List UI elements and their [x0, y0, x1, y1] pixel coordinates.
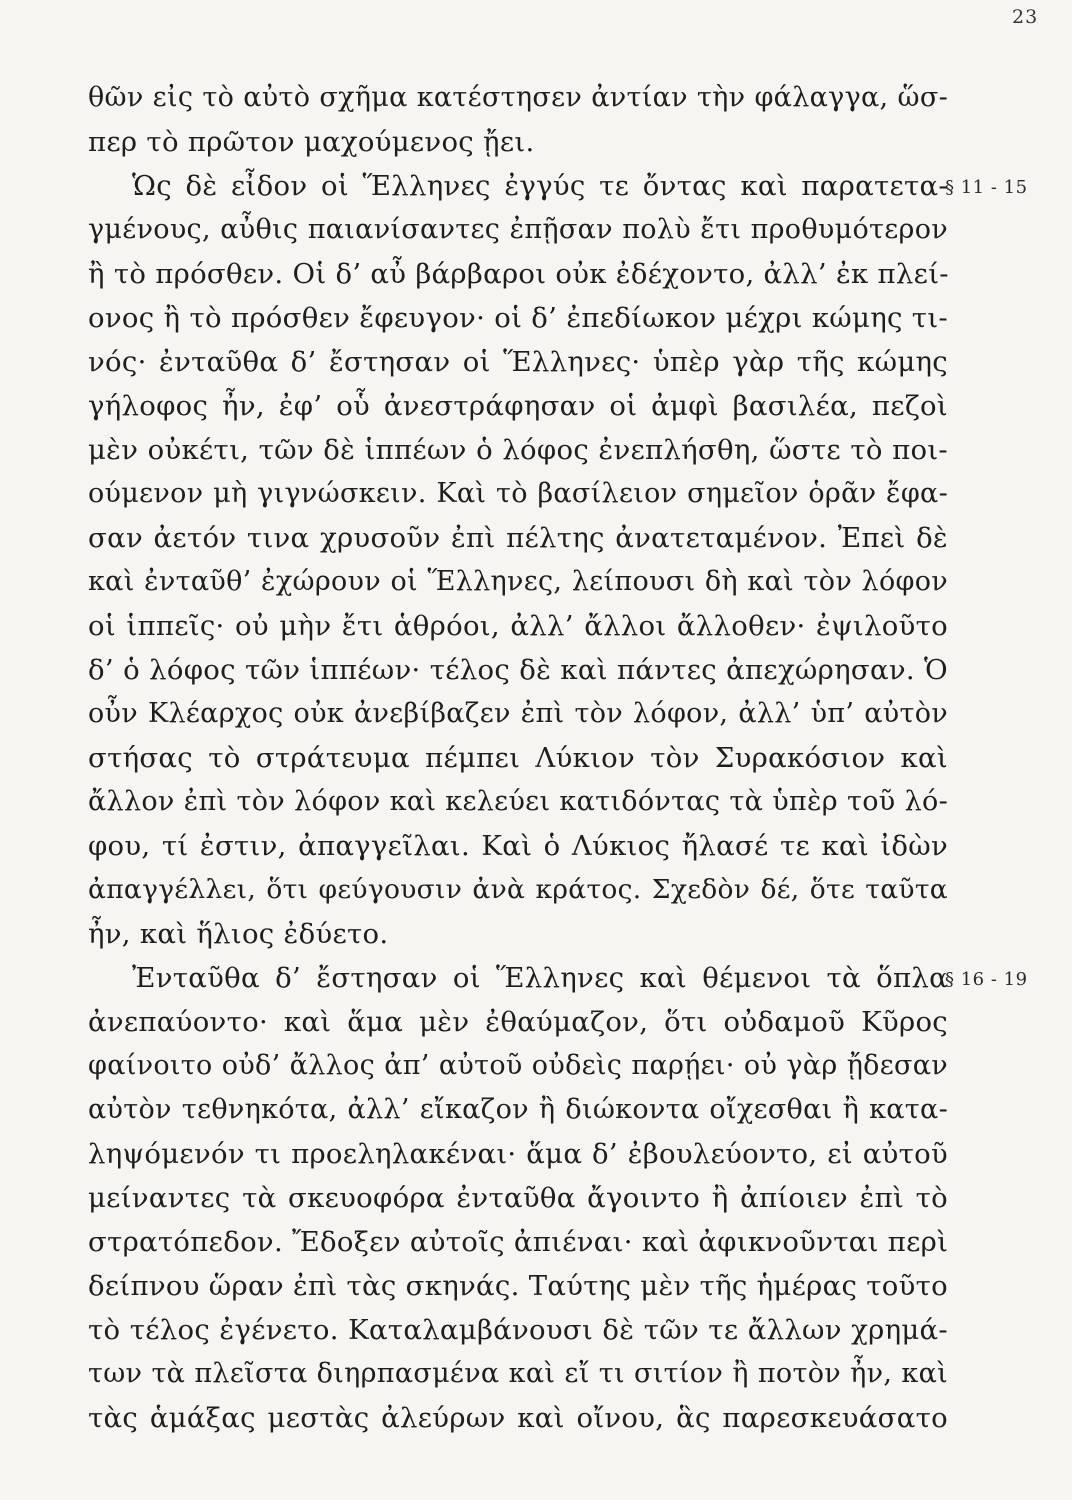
- text-line: γήλοφος ἦν, ἐφ’ οὗ ἀνεστράφησαν οἱ ἀμφὶ βασιλέα, πεζοὶ: [88, 390, 948, 422]
- marginal-section-reference: § 16 - 19: [945, 969, 1028, 990]
- text-line: οὖν Κλέαρχος οὐκ ἀνεβίβαζεν ἐπὶ τὸν λόφον, ἀλλ’ ὑπ’ αὐτὸν: [88, 698, 948, 729]
- text-line: μὲν οὐκέτι, τῶν δὲ ἱππέων ὁ λόφος ἐνεπλήσθη, ὥστε τὸ ποι-: [88, 434, 948, 466]
- text-line: τὰς ἁμάξας μεστὰς ἀλεύρων καὶ οἴνου, ἃς παρεσκευάσατο: [88, 1402, 948, 1434]
- text-line: ούμενον μὴ γιγνώσκειν. Καὶ τὸ βασίλειον σημεῖον ὁρᾶν ἔφα-: [88, 478, 948, 509]
- text-line: οἱ ἱππεῖς· οὐ μὴν ἔτι ἁθρόοι, ἀλλ’ ἄλλοι ἄλλοθεν· ἐψιλοῦτο: [88, 610, 948, 642]
- text-line: ονος ἢ τὸ πρόσθεν ἔφευγον· οἱ δ’ ἐπεδίωκον μέχρι κώμης τι-: [88, 302, 948, 334]
- text-line: νός· ἐνταῦθα δ’ ἔστησαν οἱ Ἕλληνες· ὑπὲρ γὰρ τῆς κώμης: [88, 346, 948, 378]
- text-line: σαν ἀετόν τινα χρυσοῦν ἐπὶ πέλτης ἀνατεταμένον. Ἐπεὶ δὲ: [88, 522, 948, 554]
- text-line: στρατόπεδον. Ἔδοξεν αὐτοῖς ἀπιέναι· καὶ ἀφικνοῦνται περὶ: [88, 1226, 949, 1258]
- marginal-section-reference: § 11 - 15: [945, 177, 1028, 198]
- text-line: Ἐνταῦθα δ’ ἔστησαν οἱ Ἕλληνες καὶ θέμενοι τὰ ὅπλα: [132, 962, 948, 994]
- text-line: ἦν, καὶ ἥλιος ἐδύετο.: [88, 918, 389, 950]
- text-line: θῶν εἰς τὸ αὐτὸ σχῆμα κατέστησεν ἀντίαν τὴν φάλαγγα, ὥσ-: [88, 82, 948, 113]
- page-number: 23: [1012, 6, 1039, 28]
- text-line: στήσας τὸ στράτευμα πέμπει Λύκιον τὸν Συρακόσιον καὶ: [88, 742, 948, 774]
- text-line: ἀνεπαύοντο· καὶ ἅμα μὲν ἐθαύμαζον, ὅτι οὐδαμοῦ Κῦρος: [88, 1006, 948, 1038]
- text-line: Ὡς δὲ εἶδον οἱ Ἕλληνες ἐγγύς τε ὄντας καὶ παρατετα-: [132, 170, 948, 202]
- text-line: ἀπαγγέλλει, ὅτι φεύγουσιν ἀνὰ κράτος. Σχεδὸν δέ, ὅτε ταῦτα: [88, 874, 948, 905]
- text-line: γμένους, αὖθις παιανίσαντες ἐπῇσαν πολὺ ἔτι προθυμότερον: [88, 214, 948, 245]
- text-line: φαίνοιτο οὐδ’ ἄλλος ἀπ’ αὐτοῦ οὐδεὶς παρῄει· οὐ γὰρ ᾔδεσαν: [88, 1050, 948, 1081]
- text-line: δ’ ὁ λόφος τῶν ἱππέων· τέλος δὲ καὶ πάντες ἀπεχώρησαν. Ὁ: [88, 654, 948, 686]
- text-line: ἄλλον ἐπὶ τὸν λόφον καὶ κελεύει κατιδόντας τὰ ὑπὲρ τοῦ λό-: [88, 786, 948, 817]
- text-line: τὸ τέλος ἐγένετο. Καταλαμβάνουσι δὲ τῶν τε ἄλλων χρημά-: [88, 1314, 948, 1346]
- text-line: φου, τί ἐστιν, ἀπαγγεῖλαι. Καὶ ὁ Λύκιος ἤλασέ τε καὶ ἰδὼν: [88, 830, 948, 862]
- text-line: αὐτὸν τεθνηκότα, ἀλλ’ εἴκαζον ἢ διώκοντα οἴχεσθαι ἢ κατα-: [88, 1094, 948, 1125]
- text-line: μείναντες τὰ σκευοφόρα ἐνταῦθα ἄγοιντο ἢ ἀπίοιεν ἐπὶ τὸ: [88, 1182, 948, 1214]
- text-line: δείπνου ὥραν ἐπὶ τὰς σκηνάς. Ταύτης μὲν τῆς ἡμέρας τοῦτο: [88, 1270, 948, 1302]
- text-line: ἢ τὸ πρόσθεν. Οἱ δ’ αὖ βάρβαροι οὐκ ἐδέχοντο, ἀλλ’ ἐκ πλεί-: [88, 258, 949, 290]
- text-line: καὶ ἐνταῦθ’ ἐχώρουν οἱ Ἕλληνες, λείπουσι δὴ καὶ τὸν λόφον: [88, 566, 948, 597]
- text-line: περ τὸ πρῶτον μαχούμενος ᾔει.: [88, 126, 535, 158]
- text-line: ληψόμενόν τι προεληλακέναι· ἅμα δ’ ἐβουλεύοντο, εἰ αὐτοῦ: [88, 1138, 948, 1170]
- text-line: των τὰ πλεῖστα διηρπασμένα καὶ εἴ τι σιτίον ἢ ποτὸν ἦν, καὶ: [88, 1358, 948, 1389]
